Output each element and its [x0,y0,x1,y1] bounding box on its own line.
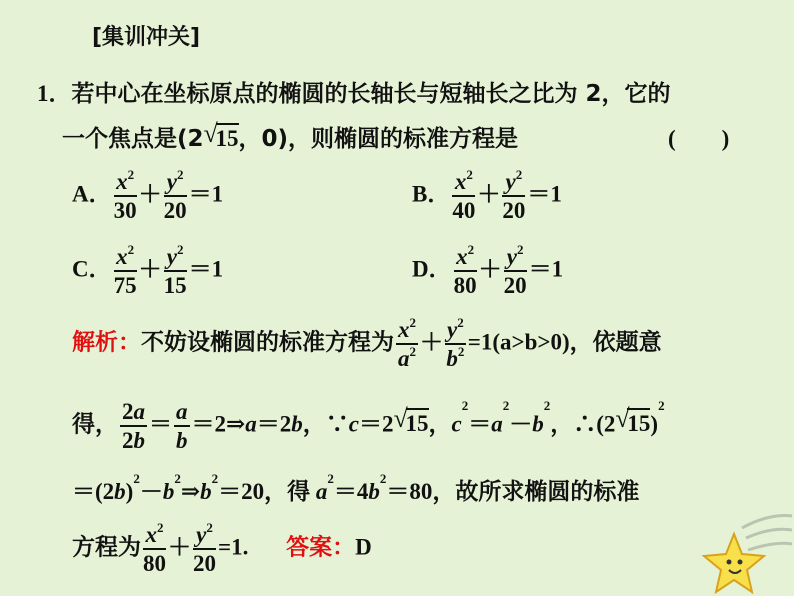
question-line-1 [37,75,671,108]
answer-label: 答案： [286,534,356,561]
question-number: 1． [37,81,72,106]
option-c: C． $\frac{x^2}{75}$ ＋ $\frac{y^2}{15}$ ＝1 [72,242,224,298]
solution-cond: =1(a>b>0)，依题意 [467,329,662,355]
section-title: [集训冲关] [92,25,201,50]
solution-line-1: 解析：不妨设椭圆的标准方程为 $\frac{x^2}{a^2}$ ＋ $\frac{y^2}{b^2}$ =1(a>b>0)，依题意 [72,315,662,371]
option-label: B． [412,181,451,207]
question-line-2 [62,120,518,153]
star-icon [690,510,794,596]
option-label: C． [72,256,112,282]
solution-label: 解析： [72,329,141,356]
question-text-2a: 一个焦点是(2 [62,126,204,152]
solution-line-3: $=(2b)^2-b^2\Rightarrow b^2=20$，得 $a^2=4b^2=80$，故所求椭圆的标准 [72,471,640,505]
option-d: D． $\frac{x^2}{80}$ ＋ $\frac{y^2}{20}$ ＝1 [412,242,564,298]
solution-text-1: 不妨设椭圆的标准方程为 [141,329,394,356]
answer-blank: ( ) [668,126,730,151]
solution-line-4: 方程为 $\frac{x^2}{80}$ ＋ $\frac{y^2}{20}$ =1. 答案：D [72,520,372,576]
question-text-1: 若中心在坐标原点的椭圆的长轴长与短轴长之比为 2，它的 [71,81,671,107]
question-text-2b: ，0)，则椭圆的标准方程是 [238,126,519,152]
solution-line-2: 得， $\frac{2a}{2b}$ ＝ $\frac{a}{b}$ ＝2⇒a＝2b，∵c＝2 √ 15，$c^2=a^2-b^2$，∴(2 √ 15)$^2$ [72,398,665,453]
option-b: B． $\frac{x^2}{40}$ ＋ $\frac{y^2}{20}$ ＝1 [412,167,562,223]
option-a: A． $\frac{x^2}{30}$ ＋ $\frac{y^2}{20}$ ＝1 [72,167,224,223]
option-label: D． [412,256,452,282]
answer-value: D [355,534,372,560]
option-label: A． [72,181,112,207]
sqrt-15: √ 15 [203,119,239,151]
